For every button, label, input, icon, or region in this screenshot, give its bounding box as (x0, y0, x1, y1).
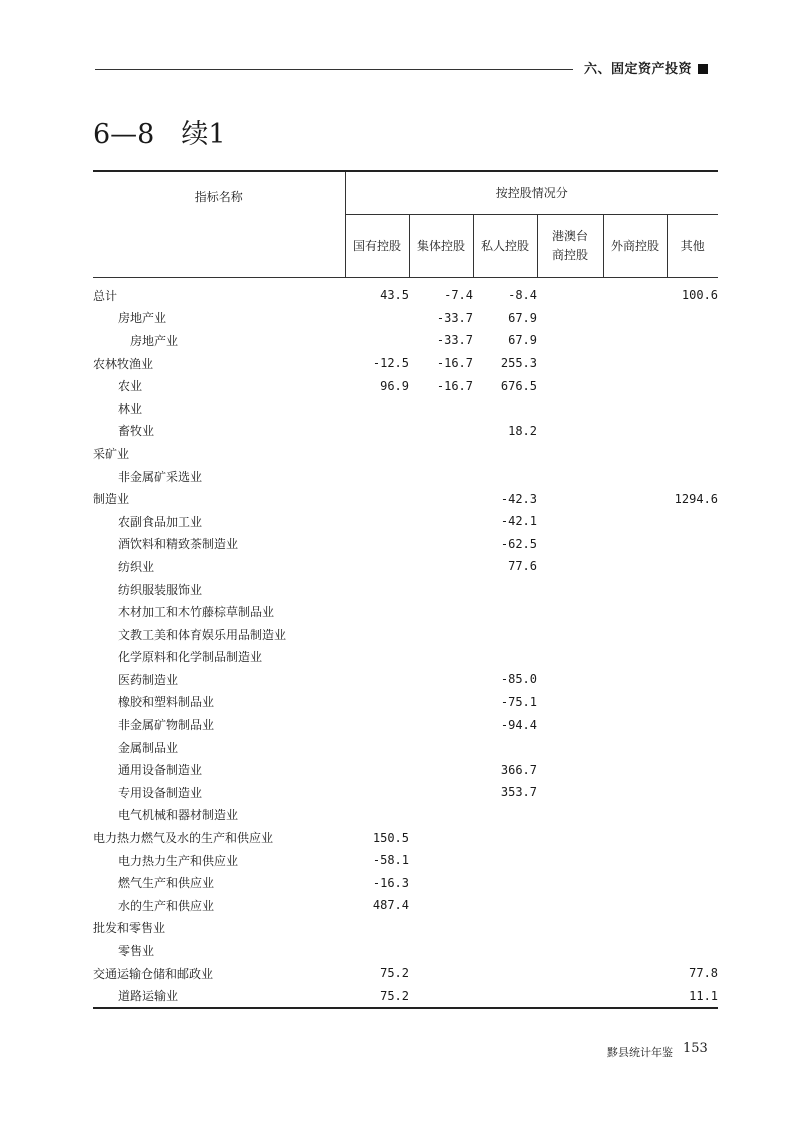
table-row (93, 736, 718, 759)
table-row (93, 465, 718, 488)
cell-value (409, 781, 473, 804)
cell-value (409, 465, 473, 488)
cell-value (473, 600, 537, 623)
cell-value (603, 826, 667, 849)
row-indicator-name: 林业 (118, 401, 143, 416)
table-row (93, 352, 718, 375)
row-indicator-name: 电力热力燃气及水的生产和供应业 (93, 831, 274, 846)
cell-value: 67.9 (508, 333, 537, 348)
cell-value (345, 465, 409, 488)
cell-value (603, 736, 667, 759)
cell-value (603, 894, 667, 917)
cell-value (473, 826, 537, 849)
cell-value (473, 939, 537, 962)
cell-value (345, 758, 409, 781)
row-indicator-name: 畜牧业 (118, 424, 155, 439)
row-indicator-name: 木材加工和木竹藤棕草制品业 (118, 605, 275, 620)
cell-value (345, 510, 409, 533)
cell-value: 67.9 (508, 310, 537, 325)
cell-value (667, 804, 718, 827)
cell-value (345, 533, 409, 556)
cell-value (537, 646, 603, 669)
cell-value (473, 917, 537, 940)
cell-value (473, 962, 537, 985)
cell-value (537, 804, 603, 827)
cell-value (667, 307, 718, 330)
row-indicator-name: 纺织业 (118, 559, 155, 574)
cell-value (537, 352, 603, 375)
cell-value (603, 939, 667, 962)
cell-value (345, 781, 409, 804)
cell-value (537, 826, 603, 849)
cell-value (537, 487, 603, 510)
cell-value (537, 329, 603, 352)
row-indicator-name: 电气机械和器材制造业 (118, 808, 239, 823)
cell-value (667, 758, 718, 781)
cell-value: -7.4 (444, 288, 473, 303)
cell-value (473, 442, 537, 465)
cell-value (473, 397, 537, 420)
page-number: 153 (683, 1041, 708, 1056)
cell-value: 75.2 (380, 966, 409, 981)
cell-value (603, 307, 667, 330)
cell-value (345, 668, 409, 691)
row-indicator-name: 电力热力生产和供应业 (118, 853, 239, 868)
cell-value (345, 420, 409, 443)
cell-value (603, 691, 667, 714)
cell-value (409, 804, 473, 827)
row-indicator-name: 化学原料和化学制品制造业 (118, 650, 263, 665)
row-indicator-name: 房地产业 (130, 333, 179, 348)
cell-value (603, 352, 667, 375)
column-header: 其他 (667, 215, 718, 278)
cell-value (409, 871, 473, 894)
row-indicator-name: 橡胶和塑料制品业 (118, 695, 215, 710)
row-indicator-name: 农林牧渔业 (93, 356, 154, 371)
holding-group-header-label: 按控股情况分 (495, 185, 568, 200)
cell-value: -94.4 (500, 717, 537, 732)
cell-value: -12.5 (372, 356, 409, 371)
table-row (93, 668, 718, 691)
cell-value: -85.0 (500, 672, 537, 687)
cell-value: -42.1 (500, 514, 537, 529)
cell-value (667, 646, 718, 669)
cell-value (667, 894, 718, 917)
cell-value (537, 849, 603, 872)
cell-value (409, 826, 473, 849)
data-table (93, 170, 718, 1009)
row-indicator-name: 专用设备制造业 (118, 785, 203, 800)
cell-value (409, 894, 473, 917)
row-indicator-name: 农副食品加工业 (118, 514, 203, 529)
cell-value: 43.5 (380, 288, 409, 303)
section-header (584, 58, 708, 77)
row-indicator-name: 道路运输业 (93, 984, 345, 1008)
table-row (93, 487, 718, 510)
cell-value (603, 278, 667, 307)
cell-value (603, 555, 667, 578)
cell-value (473, 623, 537, 646)
cell-value (667, 668, 718, 691)
column-header: 外商控股 (603, 215, 667, 278)
cell-value: -16.3 (372, 875, 409, 890)
row-indicator-name: 非金属矿采选业 (118, 469, 203, 484)
table-row (93, 307, 718, 330)
cell-value (409, 510, 473, 533)
cell-value (473, 465, 537, 488)
cell-value (537, 894, 603, 917)
cell-value (345, 555, 409, 578)
cell-value: 100.6 (681, 288, 719, 303)
cell-value (345, 600, 409, 623)
cell-value (537, 984, 603, 1008)
cell-value (603, 871, 667, 894)
cell-value: 96.9 (380, 378, 409, 393)
column-header-label: 港澳台商控股 (551, 229, 588, 262)
cell-value (537, 465, 603, 488)
cell-value: 487.4 (372, 898, 409, 913)
row-indicator-name: 文教工美和体育娱乐用品制造业 (118, 627, 287, 642)
cell-value (667, 691, 718, 714)
cell-value (603, 713, 667, 736)
table-row (93, 894, 718, 917)
cell-value (667, 736, 718, 759)
cell-value (345, 329, 409, 352)
cell-value: 676.5 (500, 378, 537, 393)
cell-value (345, 307, 409, 330)
cell-value (537, 420, 603, 443)
cell-value (409, 984, 473, 1008)
row-indicator-name: 酒饮料和精致茶制造业 (118, 537, 239, 552)
cell-value (409, 555, 473, 578)
cell-value: 255.3 (500, 356, 537, 371)
table-body (93, 278, 718, 1009)
holding-group-header (345, 171, 718, 215)
table-row (93, 871, 718, 894)
cell-value (667, 420, 718, 443)
table-row (93, 555, 718, 578)
row-indicator-name: 批发和零售业 (93, 921, 166, 936)
indicator-name-header: 指标名称 (93, 171, 345, 278)
cell-value (603, 533, 667, 556)
cell-value (603, 510, 667, 533)
cell-value (537, 736, 603, 759)
cell-value (409, 668, 473, 691)
table-row (93, 623, 718, 646)
row-indicator-name: 采矿业 (93, 446, 130, 461)
cell-value (409, 939, 473, 962)
cell-value (409, 397, 473, 420)
cell-value (667, 374, 718, 397)
cell-value (473, 871, 537, 894)
cell-value (603, 917, 667, 940)
cell-value: 150.5 (372, 830, 409, 845)
cell-value (473, 984, 537, 1008)
cell-value (409, 623, 473, 646)
cell-value (409, 736, 473, 759)
cell-value (345, 804, 409, 827)
cell-value (667, 352, 718, 375)
row-indicator-name: 交通运输仓储和邮政业 (93, 966, 214, 981)
cell-value (345, 487, 409, 510)
table-row (93, 374, 718, 397)
cell-value: 353.7 (500, 785, 537, 800)
cell-value (537, 623, 603, 646)
cell-value (667, 826, 718, 849)
cell-value (603, 984, 667, 1008)
cell-value (537, 917, 603, 940)
row-indicator-name: 零售业 (118, 944, 155, 959)
cell-value (409, 442, 473, 465)
cell-value (603, 397, 667, 420)
cell-value: 366.7 (500, 762, 537, 777)
table-row (93, 939, 718, 962)
cell-value (345, 736, 409, 759)
cell-value: 18.2 (508, 423, 537, 438)
cell-value (603, 623, 667, 646)
cell-value (537, 374, 603, 397)
square-bullet-icon (698, 64, 708, 74)
cell-value (667, 442, 718, 465)
cell-value: -42.3 (500, 491, 537, 506)
cell-value: -58.1 (372, 853, 409, 868)
table-row (93, 329, 718, 352)
cell-value (537, 668, 603, 691)
cell-value (537, 533, 603, 556)
cell-value (667, 555, 718, 578)
row-indicator-name: 房地产业 (118, 311, 167, 326)
table-row (93, 849, 718, 872)
cell-value (537, 939, 603, 962)
table-row (93, 691, 718, 714)
cell-value (473, 894, 537, 917)
cell-value (409, 962, 473, 985)
column-header: 集体控股 (409, 215, 473, 278)
cell-value (603, 962, 667, 985)
cell-value (667, 939, 718, 962)
cell-value (409, 691, 473, 714)
table-row (93, 917, 718, 940)
cell-value (345, 713, 409, 736)
cell-value (409, 713, 473, 736)
cell-value (537, 397, 603, 420)
cell-value (667, 623, 718, 646)
cell-value (537, 871, 603, 894)
cell-value (473, 578, 537, 601)
cell-value (603, 646, 667, 669)
header-rule (95, 69, 573, 70)
cell-value (537, 962, 603, 985)
cell-value: -16.7 (436, 378, 473, 393)
row-indicator-name: 制造业 (93, 492, 130, 507)
cell-value (537, 758, 603, 781)
cell-value (603, 781, 667, 804)
cell-value (345, 623, 409, 646)
table-row (93, 578, 718, 601)
cell-value (603, 374, 667, 397)
cell-value (409, 758, 473, 781)
table-row (93, 646, 718, 669)
cell-value (603, 465, 667, 488)
cell-value (667, 578, 718, 601)
table-row (93, 510, 718, 533)
cell-value (537, 307, 603, 330)
cell-value (603, 442, 667, 465)
cell-value (537, 600, 603, 623)
cell-value: -62.5 (500, 536, 537, 551)
cell-value (667, 600, 718, 623)
cell-value (409, 578, 473, 601)
cell-value (537, 442, 603, 465)
row-indicator-name: 总计 (93, 288, 118, 303)
cell-value: 11.1 (667, 984, 718, 1008)
cell-value (345, 646, 409, 669)
table-row (93, 962, 718, 985)
cell-value (667, 713, 718, 736)
cell-value (603, 487, 667, 510)
cell-value: 1294.6 (674, 491, 719, 506)
column-header: 国有控股 (345, 215, 409, 278)
cell-value (345, 442, 409, 465)
table-row (93, 781, 718, 804)
cell-value (409, 917, 473, 940)
row-indicator-name: 水的生产和供应业 (118, 898, 215, 913)
cell-value (409, 849, 473, 872)
table-row (93, 442, 718, 465)
cell-value (473, 646, 537, 669)
table-row (93, 397, 718, 420)
cell-value (345, 578, 409, 601)
cell-value (603, 804, 667, 827)
cell-value (667, 917, 718, 940)
table-row (93, 533, 718, 556)
table-row (93, 713, 718, 736)
cell-value (409, 487, 473, 510)
table-row (93, 984, 718, 1008)
cell-value (345, 691, 409, 714)
cell-value: -16.7 (436, 356, 473, 371)
yearbook-name: 黟县统计年鉴 (607, 1046, 673, 1059)
cell-value (667, 849, 718, 872)
cell-value (537, 278, 603, 307)
cell-value (537, 555, 603, 578)
row-indicator-name: 燃气生产和供应业 (118, 876, 215, 891)
cell-value: 77.8 (689, 966, 719, 981)
cell-value (603, 600, 667, 623)
cell-value (537, 510, 603, 533)
cell-value (603, 420, 667, 443)
cell-value (473, 736, 537, 759)
cell-value (409, 533, 473, 556)
cell-value (667, 510, 718, 533)
cell-value (537, 781, 603, 804)
cell-value (537, 713, 603, 736)
cell-value (603, 329, 667, 352)
table-row (93, 420, 718, 443)
column-header: 私人控股 (473, 215, 537, 278)
cell-value (473, 849, 537, 872)
cell-value (603, 668, 667, 691)
cell-value: 77.6 (508, 559, 537, 574)
cell-value (667, 871, 718, 894)
cell-value: -33.7 (436, 310, 473, 325)
row-indicator-name: 农业 (118, 379, 143, 394)
cell-value: -33.7 (436, 333, 473, 348)
row-indicator-name: 非金属矿物制品业 (118, 718, 215, 733)
row-indicator-name: 医药制造业 (118, 672, 179, 687)
cell-value: -8.4 (508, 288, 537, 303)
cell-value (603, 578, 667, 601)
row-indicator-name: 金属制品业 (118, 740, 179, 755)
row-indicator-name: 通用设备制造业 (118, 763, 203, 778)
cell-value (603, 849, 667, 872)
table-row (93, 758, 718, 781)
table-row (93, 804, 718, 827)
cell-value (345, 939, 409, 962)
table-row (93, 278, 718, 307)
table-row (93, 600, 718, 623)
cell-value (345, 397, 409, 420)
table-row (93, 826, 718, 849)
section-header-label: 六、固定资产投资 (584, 62, 693, 77)
cell-value (603, 758, 667, 781)
cell-value (667, 465, 718, 488)
cell-value (537, 691, 603, 714)
cell-value (667, 781, 718, 804)
column-header (537, 215, 603, 278)
row-indicator-name: 纺织服装服饰业 (118, 582, 203, 597)
cell-value (537, 578, 603, 601)
cell-value (345, 917, 409, 940)
cell-value: 75.2 (345, 984, 409, 1008)
cell-value (409, 600, 473, 623)
cell-value (409, 646, 473, 669)
cell-value: -75.1 (500, 694, 537, 709)
cell-value (667, 397, 718, 420)
cell-value (667, 329, 718, 352)
cell-value (667, 533, 718, 556)
page-title: 6—8 续1 (93, 119, 226, 150)
cell-value (409, 420, 473, 443)
cell-value (473, 804, 537, 827)
